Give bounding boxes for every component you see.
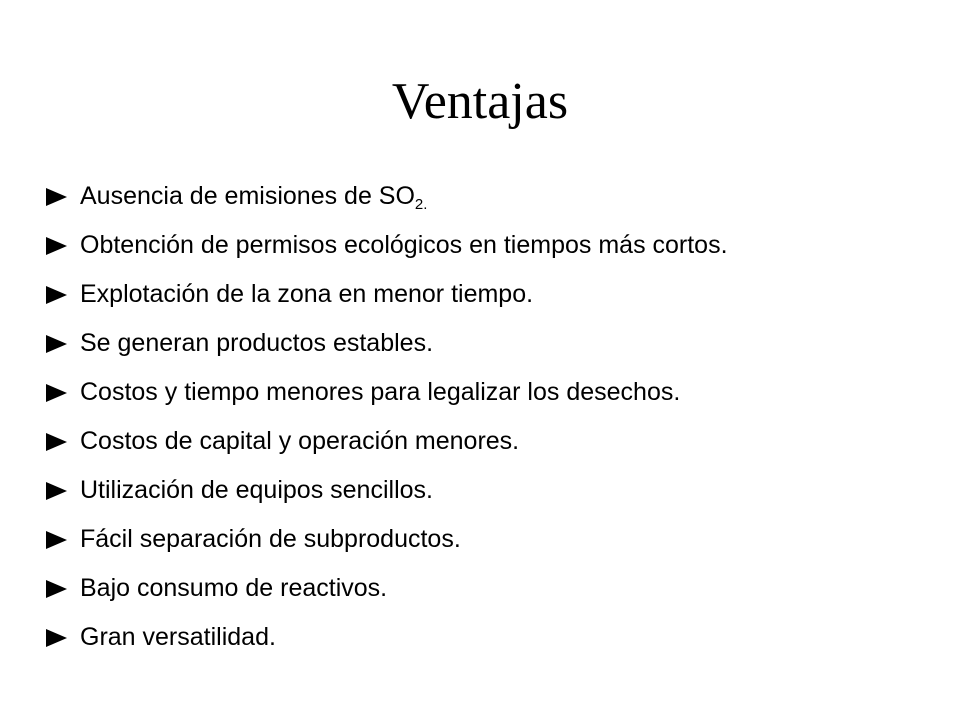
bullet-text — [80, 182, 427, 211]
black-right-pointer-icon — [46, 531, 67, 549]
black-right-pointer-icon — [46, 629, 67, 647]
black-right-pointer-icon — [46, 188, 67, 206]
black-right-pointer-icon — [46, 433, 67, 451]
bullet-text-main: Ausencia de emisiones de SO — [80, 182, 415, 210]
bullet-text-subscript: 2. — [414, 196, 428, 213]
bullet-text: Explotación de la zona en menor tiempo. — [80, 280, 534, 308]
bullet-item-byproduct-separation — [46, 515, 946, 564]
bullet-text: Obtención de permisos ecológicos en tiempos más cortos. — [80, 231, 728, 259]
bullet-item-permits — [46, 221, 946, 270]
bullet-item-exploitation — [46, 270, 946, 319]
slide-title: Ventajas — [391, 73, 569, 130]
bullet-text: Se generan productos estables. — [80, 329, 434, 357]
bullet-item-simple-equipment — [46, 466, 946, 515]
bullet-item-emissions — [46, 172, 946, 221]
bullet-list — [46, 172, 946, 662]
bullet-text: Gran versatilidad. — [80, 623, 276, 651]
black-right-pointer-icon — [46, 482, 67, 500]
bullet-item-capital-costs — [46, 417, 946, 466]
bullet-text: Costos de capital y operación menores. — [80, 427, 520, 455]
bullet-text: Utilización de equipos sencillos. — [80, 476, 433, 504]
black-right-pointer-icon — [46, 286, 67, 304]
black-right-pointer-icon — [46, 384, 67, 402]
bullet-text: Fácil separación de subproductos. — [80, 525, 461, 553]
bullet-item-versatility — [46, 613, 946, 662]
black-right-pointer-icon — [46, 335, 67, 353]
bullet-text: Costos y tiempo menores para legalizar los desechos. — [80, 378, 681, 406]
bullet-item-reagent-consumption — [46, 564, 946, 613]
bullet-item-legalize-waste — [46, 368, 946, 417]
bullet-text: Bajo consumo de reactivos. — [80, 574, 388, 602]
black-right-pointer-icon — [46, 580, 67, 598]
bullet-item-stable-products — [46, 319, 946, 368]
black-right-pointer-icon — [46, 237, 67, 255]
